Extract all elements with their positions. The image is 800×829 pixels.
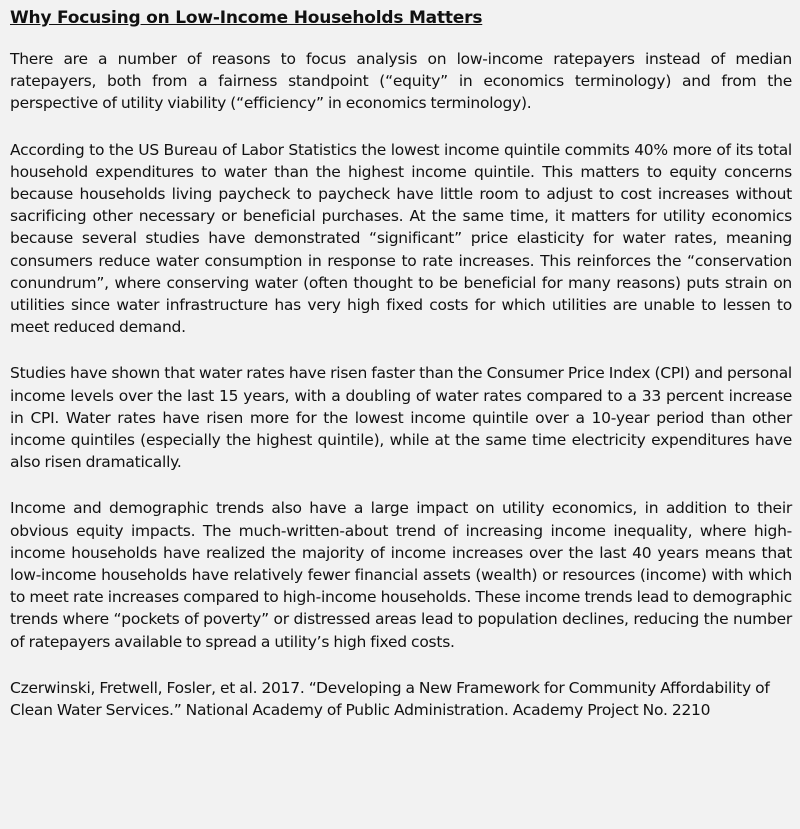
document-title: Why Focusing on Low-Income Households Matters (10, 8, 483, 28)
paragraph-bls-expenditures: According to the US Bureau of Labor Statistics the lowest income quintile commits 40% more of its total household expenditures to water than the highest income quintile. This matters to equity concerns because households living paycheck to paycheck have little room to adjust to cost increases without sacrificing other necessary or beneficial purchases. At the same time, it matters for utility economics because several studies have demonstrated “significant” price elasticity for water rates, meaning consumers reduce water consumption in response to rate increases. This reinforces the “conservation conundrum”, where conserving water (often thought to be beneficial for many reasons) puts strain on utilities since water infrastructure has very high fixed costs for which utilities are unable to lessen to meet reduced demand. (10, 140, 792, 337)
paragraph-rates-vs-cpi: Studies have shown that water rates have risen faster than the Consumer Price Index (CPI) and personal income levels over the last 15 years, with a doubling of water rates compared to a 33 percent increase in CPI. Water rates have risen more for the lowest income quintile over a 10-year period than other income quintiles (especially the highest quintile), while at the same time electricity expenditures have also risen dramatically. (10, 364, 792, 472)
paragraph-why-focus: There are a number of reasons to focus analysis on low-income ratepayers instead of median ratepayers, both from a fairness standpoint (“equity” in economics terminology) and from the perspective of utility viability (“efficiency” in economics terminology). (10, 50, 792, 113)
paragraph-income-demographics: Income and demographic trends also have a large impact on utility economics, in addition to their obvious equity impacts. The much-written-about trend of increasing income inequality, where high-income households have realized the majority of income increases over the last 40 years means that low-income households have relatively fewer financial assets (wealth) or resources (income) with which to meet rate increases compared to high-income households. These income trends lead to demographic trends where “pockets of poverty” or distressed areas lead to population declines, reducing the number of ratepayers available to spread a utility’s high fixed costs. (10, 499, 792, 651)
citation: Czerwinski, Fretwell, Fosler, et al. 2017. “Developing a New Framework for Community Affordability of Clean Water Services.” National Academy of Public Administration. Academy Project No. 2210 (10, 678, 770, 720)
